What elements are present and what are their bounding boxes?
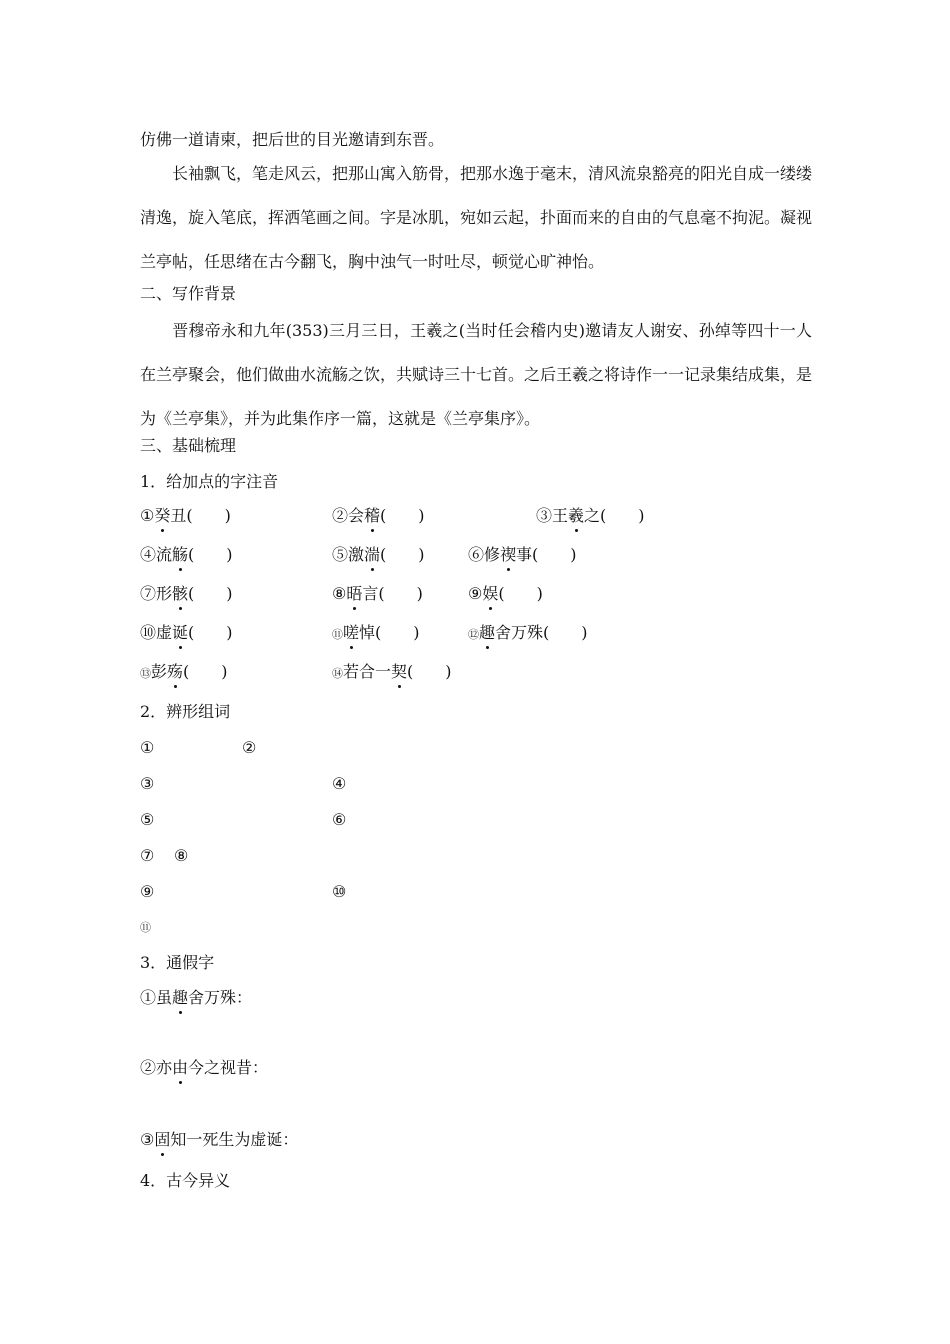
item [332, 584, 423, 604]
item [468, 584, 543, 604]
word-group-number: ⑪ [140, 921, 151, 934]
dotted-character: 契 [391, 662, 408, 681]
item-number: ⑥ [468, 545, 485, 564]
item-number: ⑭ [332, 667, 343, 680]
intro-paragraph: 长袖飘飞，笔走风云，把那山寓入筋骨，把那水逸于毫末，清风流泉豁亮的阳光自成一缕缕清逸，旋入笔底，挥洒笔画之间。字是冰肌，宛如云起，扑面而来的自由的气息毫不拘泥。凝视兰亭帖，任思绪在古今翻飞，胸中浊气一时吐尽，顿觉心旷神怡。 [140, 164, 813, 271]
word-group-number: ⑨ [140, 882, 155, 901]
q1-title: 1．给加点的字注音 [140, 472, 279, 491]
dotted-character: 湍 [364, 545, 381, 564]
item [140, 988, 252, 1008]
dotted-character: 羲 [568, 506, 585, 525]
item-text-after: 悼( ) [359, 623, 420, 642]
item [140, 623, 233, 643]
dotted-character: 殇 [167, 662, 184, 681]
item-text-before: 彭 [151, 662, 168, 681]
section-heading-background: 二、写作背景 [140, 284, 237, 303]
dotted-character: 禊 [500, 545, 517, 564]
word-group-number: ④ [332, 774, 347, 793]
item-text-before: 亦 [156, 1058, 173, 1077]
word-group-number: ① [140, 738, 155, 757]
q2-title: 2．辨形组词 [140, 702, 231, 721]
dotted-character: 娱 [482, 584, 499, 603]
item-number: ⑦ [140, 584, 157, 603]
item-number: ⑧ [332, 584, 347, 603]
item-text-before: 若合一 [343, 662, 392, 681]
item-text-before: 虚 [156, 623, 173, 642]
item-text-after: ( ) [407, 662, 452, 681]
item-text-after: 舍万殊： [188, 988, 253, 1007]
dotted-character: 固 [154, 1130, 171, 1149]
item-text-after: 知一死生为虚诞： [170, 1130, 299, 1149]
dotted-character: 趣 [479, 623, 496, 642]
item-number: ① [140, 988, 157, 1007]
item-text-before: 王 [552, 506, 569, 525]
item-text-after: ( ) [380, 506, 425, 525]
item-text-after: 今之视昔： [188, 1058, 269, 1077]
item-number: ① [140, 506, 155, 525]
item-text-after: 舍万殊( ) [495, 623, 588, 642]
item [332, 506, 425, 526]
item-text-before: 会 [348, 506, 365, 525]
item [332, 662, 452, 684]
word-group-number: ⑩ [332, 882, 347, 901]
word-group-number: ⑤ [140, 810, 155, 829]
item-text-after: 事( ) [516, 545, 577, 564]
item [140, 545, 233, 565]
dotted-character: 晤 [346, 584, 363, 603]
section-heading-basics: 三、基础梳理 [140, 436, 237, 455]
item [140, 584, 233, 604]
item-number: ⑨ [468, 584, 483, 603]
item-number: ⑬ [140, 667, 151, 680]
dotted-character: 由 [172, 1058, 189, 1077]
item [140, 1058, 268, 1078]
item-text-after: ( ) [188, 584, 233, 603]
word-group-number: ⑦ [140, 846, 155, 865]
item-number: ② [332, 506, 349, 525]
dotted-character: 稽 [364, 506, 381, 525]
item-text-before: 虽 [156, 988, 173, 1007]
item-number: ⑫ [468, 628, 479, 641]
item-text-before: 激 [348, 545, 365, 564]
item-text-after: 之( ) [584, 506, 645, 525]
item [140, 662, 228, 684]
dotted-character: 癸 [154, 506, 171, 525]
item [468, 545, 577, 565]
word-group-number: ③ [140, 774, 155, 793]
item-text-after: ( ) [380, 545, 425, 564]
word-group-number: ⑧ [174, 846, 189, 865]
item-number: ③ [536, 506, 553, 525]
item-number: ③ [140, 1130, 155, 1149]
intro-line: 仿佛一道请柬，把后世的目光邀请到东晋。 [140, 130, 445, 149]
word-group-number: ⑥ [332, 810, 347, 829]
item [468, 623, 588, 645]
q3-title: 3．通假字 [140, 953, 215, 972]
item-text-before: 流 [156, 545, 173, 564]
item-number: ④ [140, 545, 157, 564]
background-paragraph: 晋穆帝永和九年(353)三月三日，王羲之(当时任会稽内史)邀请友人谢安、孙绰等四十一人在兰亭聚会，他们做曲水流觞之饮，共赋诗三十七首。之后王羲之将诗作一一记录集结成集，是为《兰亭集》，并为此集作序一篇，这就是《兰亭集序》。 [140, 321, 813, 428]
item-text-after: 丑( ) [170, 506, 231, 525]
item [332, 545, 425, 565]
item-number: ⑩ [140, 623, 157, 642]
dotted-character: 嗟 [343, 623, 360, 642]
word-group-number: ② [242, 738, 257, 757]
dotted-character: 觞 [172, 545, 189, 564]
dotted-character: 骸 [172, 584, 189, 603]
item [332, 623, 420, 645]
item [140, 506, 231, 526]
item-number: ⑪ [332, 628, 343, 641]
dotted-character: 趣 [172, 988, 189, 1007]
item-number: ② [140, 1058, 157, 1077]
item-text-after: ( ) [498, 584, 543, 603]
dotted-character: 诞 [172, 623, 189, 642]
item-text-after: 言( ) [362, 584, 423, 603]
item-number: ⑤ [332, 545, 349, 564]
item [536, 506, 645, 526]
item-text-after: ( ) [188, 545, 233, 564]
q4-title: 4．古今异义 [140, 1171, 231, 1190]
item-text-after: ( ) [188, 623, 233, 642]
item-text-after: ( ) [183, 662, 228, 681]
item [140, 1130, 298, 1150]
item-text-before: 修 [484, 545, 501, 564]
item-text-before: 形 [156, 584, 173, 603]
